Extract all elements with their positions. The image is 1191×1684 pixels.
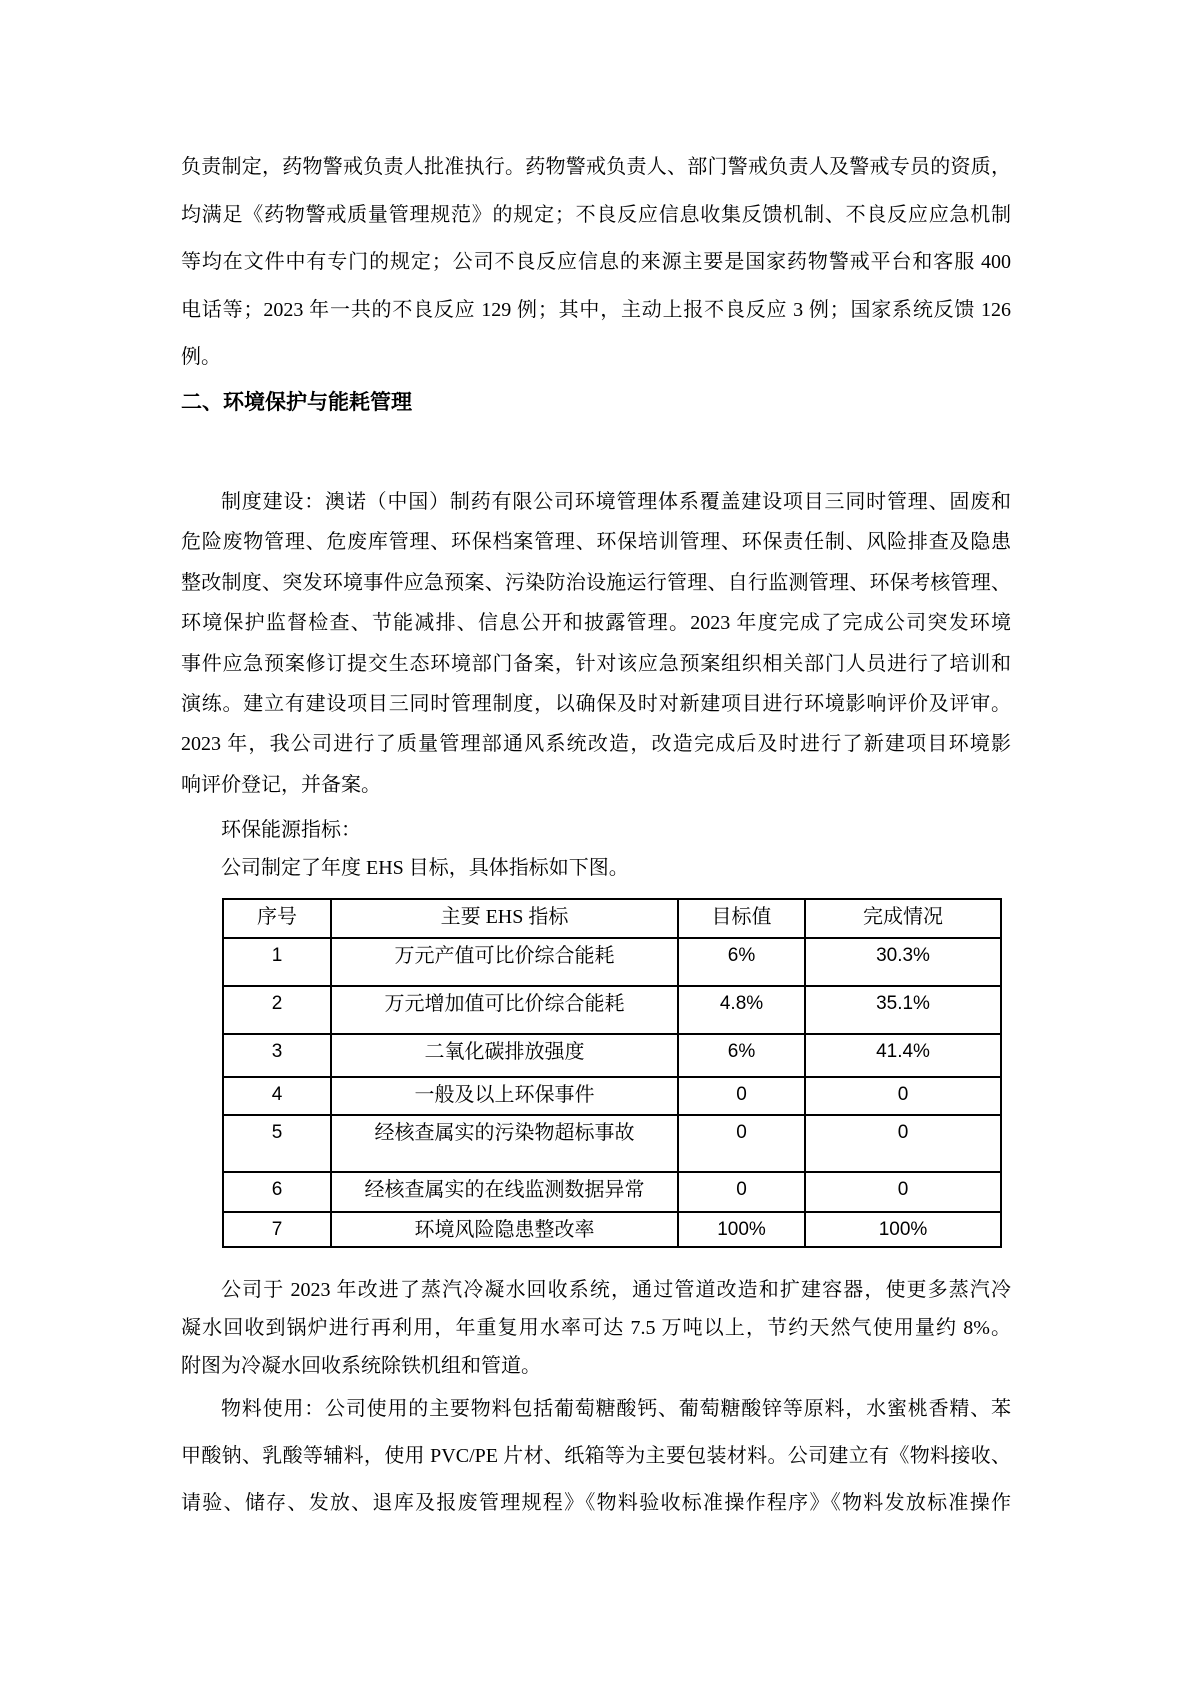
column-header: 目标值 [678, 899, 805, 938]
text-line: 电话等；2023 年一共的不良反应 129 例；其中，主动上报不良反应 3 例；国家系统反馈 126 [181, 298, 1011, 321]
text-line: 甲酸钠、乳酸等辅料，使用 PVC/PE 片材、纸箱等为主要包装材料。公司建立有《物料接收、 [181, 1445, 1011, 1467]
text-line: 凝水回收到锅炉进行再利用，年重复用水率可达 7.5 万吨以上，节约天然气使用量约 8%。 [181, 1317, 1011, 1339]
row-number-cell: 5 [223, 1115, 331, 1172]
table-header-row [223, 899, 1001, 938]
text-line: 制度建设：澳诺（中国）制药有限公司环境管理体系覆盖建设项目三同时管理、固废和 [221, 491, 1011, 513]
column-header: 完成情况 [805, 899, 1001, 938]
text-line: 演练。建立有建设项目三同时管理制度，以确保及时对新建项目进行环境影响评价及评审。 [181, 693, 1011, 716]
target-value-cell: 6% [678, 1034, 805, 1077]
table-row [223, 1115, 1001, 1172]
table-row [223, 1172, 1001, 1212]
ehs-table-container [222, 898, 1002, 1248]
ehs-goal-intro: 公司制定了年度 EHS 目标，具体指标如下图。 [221, 857, 629, 879]
text-line: 物料使用：公司使用的主要物料包括葡萄糖酸钙、葡萄糖酸锌等原料，水蜜桃香精、苯 [221, 1398, 1011, 1420]
target-value-cell: 0 [678, 1115, 805, 1172]
paragraph-material-usage [181, 1386, 1011, 1527]
column-header: 主要 EHS 指标 [331, 899, 678, 938]
indicator-name-cell: 万元产值可比价综合能耗 [331, 938, 678, 986]
row-number-cell: 1 [223, 938, 331, 986]
completion-value-cell: 0 [805, 1172, 1001, 1212]
completion-value-cell: 30.3% [805, 938, 1001, 986]
completion-value-cell: 41.4% [805, 1034, 1001, 1077]
row-number-cell: 2 [223, 986, 331, 1034]
ehs-indicator-table [222, 898, 1002, 1248]
text-line: 公司于 2023 年改进了蒸汽冷凝水回收系统，通过管道改造和扩建容器，使更多蒸汽冷 [221, 1279, 1011, 1301]
column-header: 序号 [223, 899, 331, 938]
table-row [223, 938, 1001, 986]
indicator-name-cell: 经核查属实的在线监测数据异常 [331, 1172, 678, 1212]
indicator-name-cell: 环境风险隐患整改率 [331, 1212, 678, 1247]
text-line: 危险废物管理、危废库管理、环保档案管理、环保培训管理、环保责任制、风险排查及隐患 [181, 531, 1011, 554]
row-number-cell: 7 [223, 1212, 331, 1247]
target-value-cell: 0 [678, 1172, 805, 1212]
target-value-cell: 0 [678, 1077, 805, 1115]
completion-value-cell: 100% [805, 1212, 1001, 1247]
text-line: 均满足《药物警戒质量管理规范》的规定；不良反应信息收集反馈机制、不良反应应急机制 [181, 203, 1011, 226]
text-line: 2023 年，我公司进行了质量管理部通风系统改造，改造完成后及时进行了新建项目环境影 [181, 733, 1011, 756]
text-line: 例。 [181, 346, 221, 368]
completion-value-cell: 35.1% [805, 986, 1001, 1034]
target-value-cell: 4.8% [678, 986, 805, 1034]
env-energy-indicator-label: 环保能源指标： [221, 819, 361, 841]
text-line: 响评价登记，并备案。 [181, 773, 381, 796]
text-line: 负责制定，药物警戒负责人批准执行。药物警戒负责人、部门警戒负责人及警戒专员的资质， [181, 156, 1011, 178]
indicator-name-cell: 一般及以上环保事件 [331, 1077, 678, 1115]
target-value-cell: 6% [678, 938, 805, 986]
row-number-cell: 6 [223, 1172, 331, 1212]
row-number-cell: 3 [223, 1034, 331, 1077]
paragraph-condensate-recovery [181, 1271, 1011, 1385]
indicator-name-cell: 二氧化碳排放强度 [331, 1034, 678, 1077]
text-line: 附图为冷凝水回收系统除铁机组和管道。 [181, 1355, 541, 1377]
target-value-cell: 100% [678, 1212, 805, 1247]
text-line: 请验、储存、发放、退库及报废管理规程》《物料验收标准操作程序》《物料发放标准操作 [181, 1492, 1011, 1514]
table-row [223, 986, 1001, 1034]
completion-value-cell: 0 [805, 1115, 1001, 1172]
row-number-cell: 4 [223, 1077, 331, 1115]
section-heading: 二、环境保护与能耗管理 [181, 390, 412, 414]
table-row [223, 1034, 1001, 1077]
indicator-name-cell: 经核查属实的污染物超标事故 [331, 1115, 678, 1172]
completion-value-cell: 0 [805, 1077, 1001, 1115]
indicator-name-cell: 万元增加值可比价综合能耗 [331, 986, 678, 1034]
table-row [223, 1212, 1001, 1247]
text-line: 等均在文件中有专门的规定；公司不良反应信息的来源主要是国家药物警戒平台和客服 400 [181, 251, 1011, 273]
text-line: 事件应急预案修订提交生态环境部门备案，针对该应急预案组织相关部门人员进行了培训和 [181, 652, 1011, 675]
paragraph-system-construction [181, 482, 1011, 805]
paragraph-pharmacovigilance [181, 144, 1011, 382]
table-row [223, 1077, 1001, 1115]
text-line: 整改制度、突发环境事件应急预案、污染防治设施运行管理、自行监测管理、环保考核管理、 [181, 571, 1011, 594]
text-line: 环境保护监督检查、节能减排、信息公开和披露管理。2023 年度完成了完成公司突发环境 [181, 612, 1011, 635]
